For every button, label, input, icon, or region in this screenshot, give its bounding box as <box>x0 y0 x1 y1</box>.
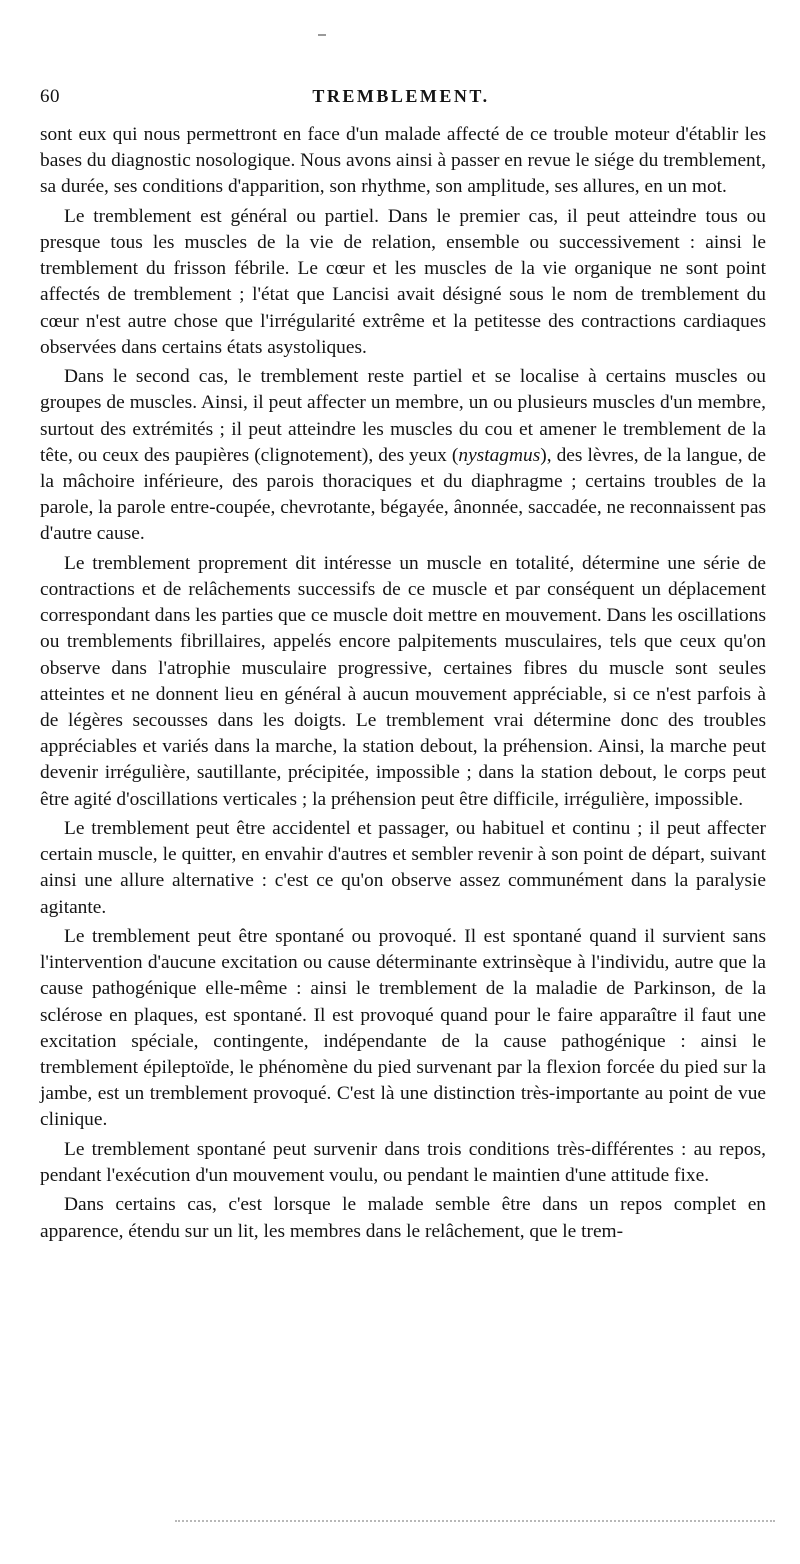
paragraph: Le tremblement proprement dit intéresse un muscle en totalité, détermine une série de contractions et de relâchements successifs de ce muscle et par conséquent un déplacement correspondant dans les parties que ce muscle doit mettre en mouvement. Dans les oscillations ou tremblements fibrillaires, appelés encore palpitements musculaires, tels que ceux qu'on observe dans l'atrophie musculaire progressive, certaines fibres du muscle sont seules atteintes et ne donnent lieu en général à aucun mouvement appréciable, si ce n'est parfois à de légères secousses dans les doigts. Le tremblement vrai détermine donc des troubles appréciables et variés dans la marche, la station debout, la préhension. Ainsi, la marche peut devenir irrégulière, sautillante, précipitée, impossible ; dans la station debout, le corps peut être agité d'oscillations verticales ; la préhension peut être difficile, irrégulière, impossible. <box>40 552 766 810</box>
scan-artifact <box>175 1520 775 1526</box>
body-text <box>40 122 766 1245</box>
paragraph <box>40 364 766 547</box>
page-number: 60 <box>40 86 60 107</box>
paragraph: Le tremblement est général ou partiel. Dans le premier cas, il peut atteindre tous ou presque tous les muscles de la vie de relation, ensemble ou successivement : ainsi le tremblement du frisson fébrile. Le cœur et les muscles de la vie organique ne sont point affectés de tremblement ; l'état que Lancisi avait désigné sous le nom de tremblement du cœur n'est autre chose que l'irrégularité extrême et la petitesse des contractions cardiaques observées dans certains états asystoliques. <box>40 205 766 358</box>
paragraph: Le tremblement peut être spontané ou provoqué. Il est spontané quand il survient sans l'intervention d'aucune excitation ou cause déterminante extrinsèque à l'individu, autre que la cause pathogénique elle-même : ainsi le tremblement de la maladie de Parkinson, de la sclérose en plaques, est spontané. Il est provoqué quand pour le faire apparaître il faut une excitation spéciale, contingente, indépendante de la cause pathogénique : ainsi le tremblement épileptoïde, le phénomène du pied survenant par la flexion forcée du pied sur la jambe, est un tremblement provoqué. C'est là une distinction très-importante au point de vue clinique. <box>40 926 766 1131</box>
paragraph: Le tremblement peut être accidentel et passager, ou habituel et continu ; il peut affecter certain muscle, le quitter, en envahir d'autres et sembler revenir à son point de départ, suivant ainsi une allure alternative : c'est ce qu'on observe assez communément dans la paralysie agitante. <box>40 818 766 918</box>
paragraph: sont eux qui nous permettront en face d'un malade affecté de ce trouble moteur d'établir les bases du diagnostic nosologique. Nous avons ainsi à passer en revue le siége du tremblement, sa durée, ses conditions d'apparition, son rhythme, son amplitude, ses allures, en un mot. <box>40 124 766 198</box>
italic-term: nystagmus <box>458 444 541 466</box>
paragraph-text: ), des lèvres, de la langue, de la mâchoire inférieure, des parois thoraciques et du diaphragme ; certains troubles de la parole, la parole entre-coupée, chevrotante, bégayée, ânonnée, saccadée, ne reconnaissent pas d'autre cause. <box>40 444 766 545</box>
paragraph: Le tremblement spontané peut survenir dans trois conditions très-différentes : au repos, pendant l'exécution d'un mouvement voulu, ou pendant le maintien d'une attitude fixe. <box>40 1138 766 1187</box>
print-mark <box>318 34 326 36</box>
running-title: TREMBLEMENT. <box>312 86 490 106</box>
paragraph-text: Dans le second cas, le tremblement reste partiel et se localise à certains muscles ou groupes de muscles. Ainsi, il peut affecter un membre, un ou plusieurs muscles d'un membre, surtout des extrémités ; il peut atteindre les muscles du cou et amener le tremblement de la tête, ou ceux des paupières (clignotement), des yeux ( <box>40 366 766 466</box>
paragraph: Dans certains cas, c'est lorsque le malade semble être dans un repos complet en apparence, étendu sur un lit, les membres dans le relâchement, que le trem- <box>40 1194 766 1242</box>
page-header <box>40 86 762 116</box>
